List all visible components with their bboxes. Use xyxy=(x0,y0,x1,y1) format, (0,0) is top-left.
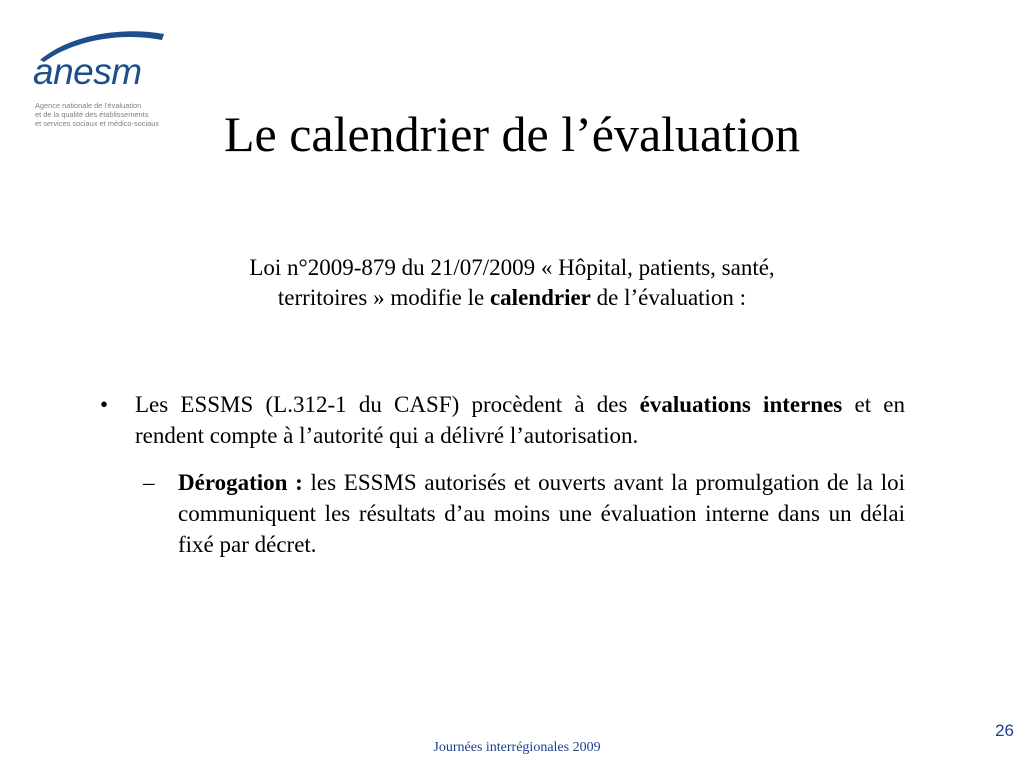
sub-bullet-item xyxy=(143,467,905,560)
bullet-text: et en rendent compte à l’autorité qui a délivré l’autorisation. xyxy=(135,392,906,448)
page-number: 26 xyxy=(995,721,1014,740)
bullet-list xyxy=(100,389,905,560)
logo-tagline-line: Agence nationale de l'évaluation xyxy=(35,101,142,110)
slide-title: Le calendrier de l’évaluation xyxy=(223,106,801,162)
bullet-item xyxy=(100,389,905,451)
logo-tagline-line: et de la qualité des établissements xyxy=(35,110,149,119)
bullet-text: Les ESSMS (L.312-1 du CASF) procèdent à des xyxy=(135,392,640,417)
intro-line-1: Loi n°2009-879 du 21/07/2009 « Hôpital, patients, santé, xyxy=(249,255,775,280)
sub-bullet-marker: – xyxy=(143,470,155,495)
intro-paragraph xyxy=(150,253,874,313)
sub-bullet-text: les ESSMS autorisés et ouverts avant la promulgation de la loi communiquent les résultats d’au moins une évaluation interne dans un délai fixé par décret. xyxy=(178,470,905,557)
logo-wordmark: anesm xyxy=(33,51,142,92)
footer-text: Journées interrégionales 2009 xyxy=(433,740,601,755)
intro-line-2 xyxy=(150,283,874,313)
bullet-emphasis: évaluations internes xyxy=(639,392,843,417)
logo-tagline-line: et services sociaux et médico-sociaux xyxy=(35,119,160,128)
intro-emphasis: calendrier xyxy=(489,285,591,310)
intro-text: de l’évaluation : xyxy=(590,285,747,310)
sub-bullet-emphasis: Dérogation : xyxy=(178,470,303,495)
intro-text: territoires » modifie le xyxy=(277,285,490,310)
bullet-marker: • xyxy=(100,392,109,417)
